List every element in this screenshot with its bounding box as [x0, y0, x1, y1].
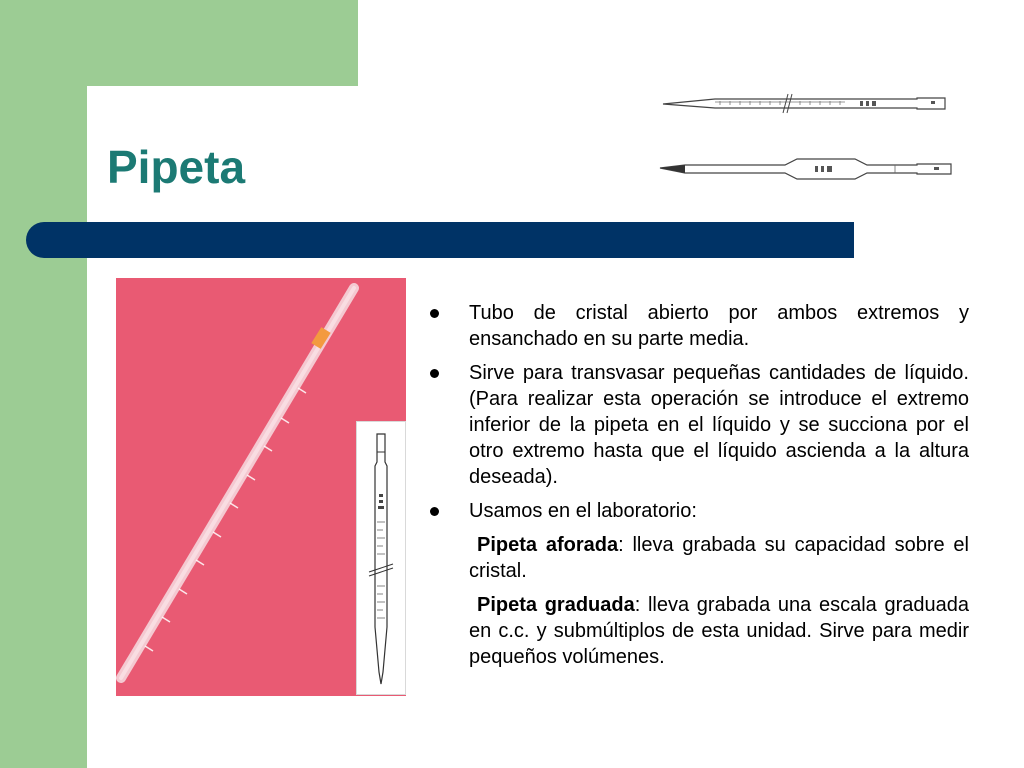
bullet-item [426, 498, 969, 524]
bullet-text: Tubo de cristal abierto por ambos extremos y ensanchado en su parte media. [469, 302, 969, 350]
sub-item-graduada [426, 592, 969, 670]
sub-item-term: Pipeta graduada [477, 594, 635, 616]
bullet-dot-icon [430, 507, 439, 516]
volumetric-pipette-drawing [660, 159, 951, 179]
graduated-pipette-drawing [663, 94, 945, 113]
bullet-text: Usamos en el laboratorio: [469, 500, 697, 522]
bullet-dot-icon [430, 369, 439, 378]
sub-item-text: : lleva grabada su capacidad sobre el cristal. [469, 534, 970, 582]
top-green-band [0, 0, 358, 86]
graduated-pipette-inset [356, 421, 406, 695]
slide-title: Pipeta [107, 141, 246, 193]
pipette-drawings [655, 88, 960, 188]
bullet-dot-icon [430, 309, 439, 318]
left-green-band [0, 0, 87, 768]
sub-item-aforada [426, 532, 969, 584]
vertical-pipette-drawing [357, 422, 405, 694]
sub-item-text: : lleva grabada una escala graduada en c.c. y submúltiplos de esta unidad. Sirve para medir pequeños volúmenes. [469, 594, 969, 668]
sub-item-term: Pipeta aforada [477, 534, 619, 556]
bullet-text: Sirve para transvasar pequeñas cantidades de líquido. (Para realizar esta operación se introduce el extremo inferior de la pipeta en el líquido y se succiona por el otro extremo hasta que el líquido ascienda a la altura deseada). [469, 362, 969, 488]
bullet-item [426, 360, 969, 490]
bullet-item [426, 300, 969, 352]
title-underline-bar [26, 222, 854, 258]
slide-body [426, 300, 969, 678]
